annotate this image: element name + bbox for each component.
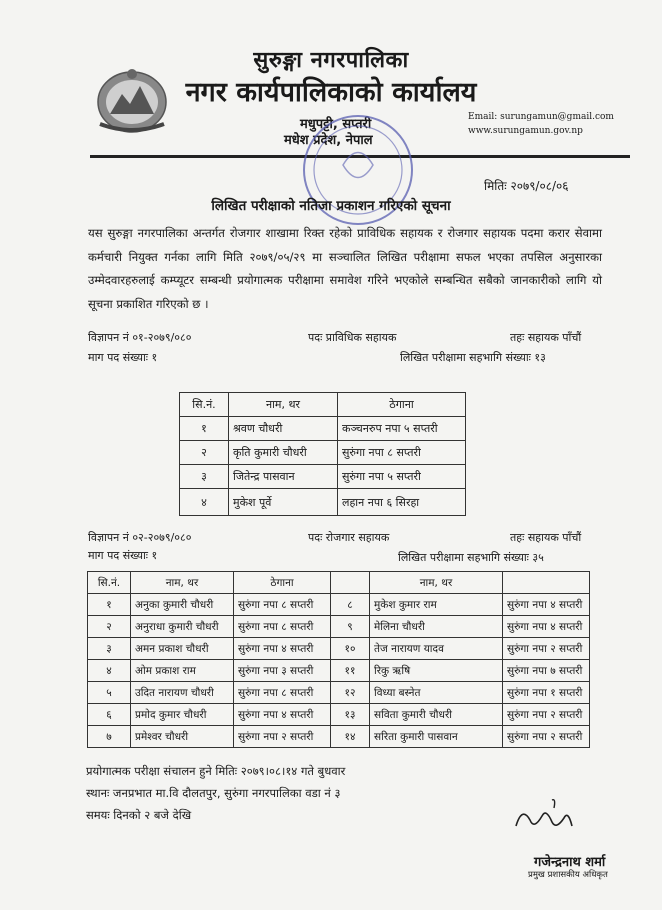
ad1-post: पदः प्राविधिक सहायक [308,331,397,344]
name-cell: उदित नारायण चौधरी [131,682,234,704]
address-line-1: मधुपट्टी, सप्तरी [300,117,372,132]
name-cell: श्रवण चौधरी [229,417,338,441]
name-cell: कृति कुमारी चौधरी [229,441,338,465]
serial-cell: १२ [331,682,370,704]
signature-icon [512,796,576,836]
address-cell: सुरुंगा नपा ३ सप्तरी [234,660,331,682]
column-header: नाम, थर [131,572,234,594]
serial-cell: १० [331,638,370,660]
ad1-level: तहः सहायक पाँचौं [510,331,582,344]
ad1-number: विज्ञापन नं ०१-२०७९/०८० [88,331,192,344]
ad2-level: तहः सहायक पाँचौं [510,531,582,544]
name-cell: प्रमोद कुमार चौधरी [131,704,234,726]
table-row [88,638,590,660]
name-cell: अनुका कुमारी चौधरी [131,594,234,616]
serial-cell: ९ [331,616,370,638]
name-cell: सविता कुमारी चौधरी [370,704,503,726]
name-cell: सरिता कुमारी पासवान [370,726,503,748]
serial-cell: १ [180,417,229,441]
serial-cell: १ [88,594,131,616]
serial-cell: १४ [331,726,370,748]
table-row [88,660,590,682]
ad1-demand: माग पद संख्याः १ [88,351,158,364]
table-row [88,594,590,616]
ad1-participants: लिखित परीक्षामा सहभागि संख्याः १३ [400,351,546,364]
address-cell: सुरुंगा नपा १ सप्तरी [503,682,590,704]
address-cell: सुरुंगा नपा २ सप्तरी [234,726,331,748]
address-line-2: मधेश प्रदेश, नेपाल [284,133,373,148]
name-cell: अनुराधा कुमारी चौधरी [131,616,234,638]
name-cell: जितेन्द्र पासवान [229,465,338,489]
address-cell: सुरुंगा नपा ४ सप्तरी [234,638,331,660]
serial-cell: २ [180,441,229,465]
ad2-participants: लिखित परीक्षामा सहभागि संख्याः ३५ [398,551,544,564]
name-cell: मुकेश कुमार राम [370,594,503,616]
address-cell: सुरुंगा नपा २ सप्तरी [503,704,590,726]
address-cell: सुरुंगा नपा २ सप्तरी [503,726,590,748]
serial-cell: ५ [88,682,131,704]
municipality-name: सुरुङ्गा नगरपालिका [253,48,409,73]
name-cell: तेज नारायण यादव [370,638,503,660]
table-row [88,726,590,748]
table-row [88,682,590,704]
table-header-row [88,572,590,594]
notice-title: लिखित परीक्षाको नतिजा प्रकाशन गरिएको सूचना [211,198,451,214]
ad1-results-table [179,392,466,516]
serial-cell: ११ [331,660,370,682]
column-header: नाम, थर [229,393,338,417]
name-cell: विध्या बस्नेत [370,682,503,704]
address-cell: सुरुंगा नपा ८ सप्तरी [234,682,331,704]
exam-date-line: प्रयोगात्मक परीक्षा संचालन हुने मितिः २०७९।०८।१४ गते बुधवार [86,764,346,778]
column-header [503,572,590,594]
serial-cell: ८ [331,594,370,616]
ad2-post: पदः रोजगार सहायक [308,531,390,544]
email-text: Email: surungamun@gmail.com [468,112,614,122]
name-cell: मेलिना चौधरी [370,616,503,638]
signatory-name: गजेन्द्रनाथ शर्मा [534,855,606,870]
column-header [331,572,370,594]
table-row [180,465,466,489]
time-line: समयः दिनको २ बजे देखि [86,808,192,822]
name-cell: मुकेश पूर्वे [229,489,338,516]
address-cell: लहान नपा ६ सिरहा [338,489,466,516]
signatory-title: प्रमुख प्रशासकीय अधिकृत [528,870,608,880]
address-cell: सुरुंगा नपा ४ सप्तरी [503,594,590,616]
name-cell: अमन प्रकाश चौधरी [131,638,234,660]
website-text: www.surungamun.gov.np [468,126,583,136]
contact-block [468,110,614,138]
notice-body: यस सुरुङ्गा नगरपालिका अन्तर्गत रोजगार शाखामा रिक्त रहेको प्राविधिक सहायक र रोजगार सहायक पदमा करार सेवामा कर्मचारी नियुक्त गर्नका लागि मिति २०७९/०५/२९ मा सञ्चालित लिखित परीक्षामा सफल भएका तपसिल अनुसारका उम्मेदवारहरुलाई कम्प्यूटर सम्बन्धी प्रयोगात्मक परीक्षामा समावेश गरिने भएकोले सम्बन्धित सबैको जानकारीको लागि यो सूचना प्रकाशित गरिएको छ । [88,226,602,311]
address-cell: सुरुंगा नपा ८ सप्तरी [338,441,466,465]
address-cell: सुरुंगा नपा २ सप्तरी [503,638,590,660]
serial-cell: ३ [88,638,131,660]
name-cell: ओम प्रकाश राम [131,660,234,682]
address-cell: सुरुंगा नपा ८ सप्तरी [234,616,331,638]
column-header: ठेगाना [234,572,331,594]
address-cell: कञ्चनरुप नपा ५ सप्तरी [338,417,466,441]
table-row [88,704,590,726]
ad2-number: विज्ञापन नं ०२-२०७९/०८० [88,531,192,544]
table-row [180,489,466,516]
column-header: नाम, थर [370,572,503,594]
address-cell: सुरुंगा नपा ४ सप्तरी [503,616,590,638]
serial-cell: ४ [180,489,229,516]
column-header: सि.नं. [88,572,131,594]
address-cell: सुरुंगा नपा ८ सप्तरी [234,594,331,616]
serial-cell: ७ [88,726,131,748]
venue-line: स्थानः जनप्रभात मा.वि दौलतपुर, सुरुंगा नगरपालिका वडा नं ३ [86,786,341,800]
serial-cell: २ [88,616,131,638]
ad2-results-table [87,571,590,748]
table-row [180,441,466,465]
table-row [88,616,590,638]
column-header: सि.नं. [180,393,229,417]
name-cell: प्रमेश्वर चौधरी [131,726,234,748]
notice-date: मितिः २०७९/०८/०६ [484,179,569,193]
serial-cell: ६ [88,704,131,726]
column-header: ठेगाना [338,393,466,417]
serial-cell: ४ [88,660,131,682]
address-cell: सुरुंगा नपा ४ सप्तरी [234,704,331,726]
office-name: नगर कार्यपालिकाको कार्यालय [185,77,477,108]
table-header-row [180,393,466,417]
serial-cell: ३ [180,465,229,489]
ad2-demand: माग पद संख्याः १ [88,549,158,562]
address-cell: सुरुंगा नपा ७ सप्तरी [503,660,590,682]
name-cell: रिकु ऋषि [370,660,503,682]
serial-cell: १३ [331,704,370,726]
address-cell: सुरुंगा नपा ५ सप्तरी [338,465,466,489]
table-row [180,417,466,441]
